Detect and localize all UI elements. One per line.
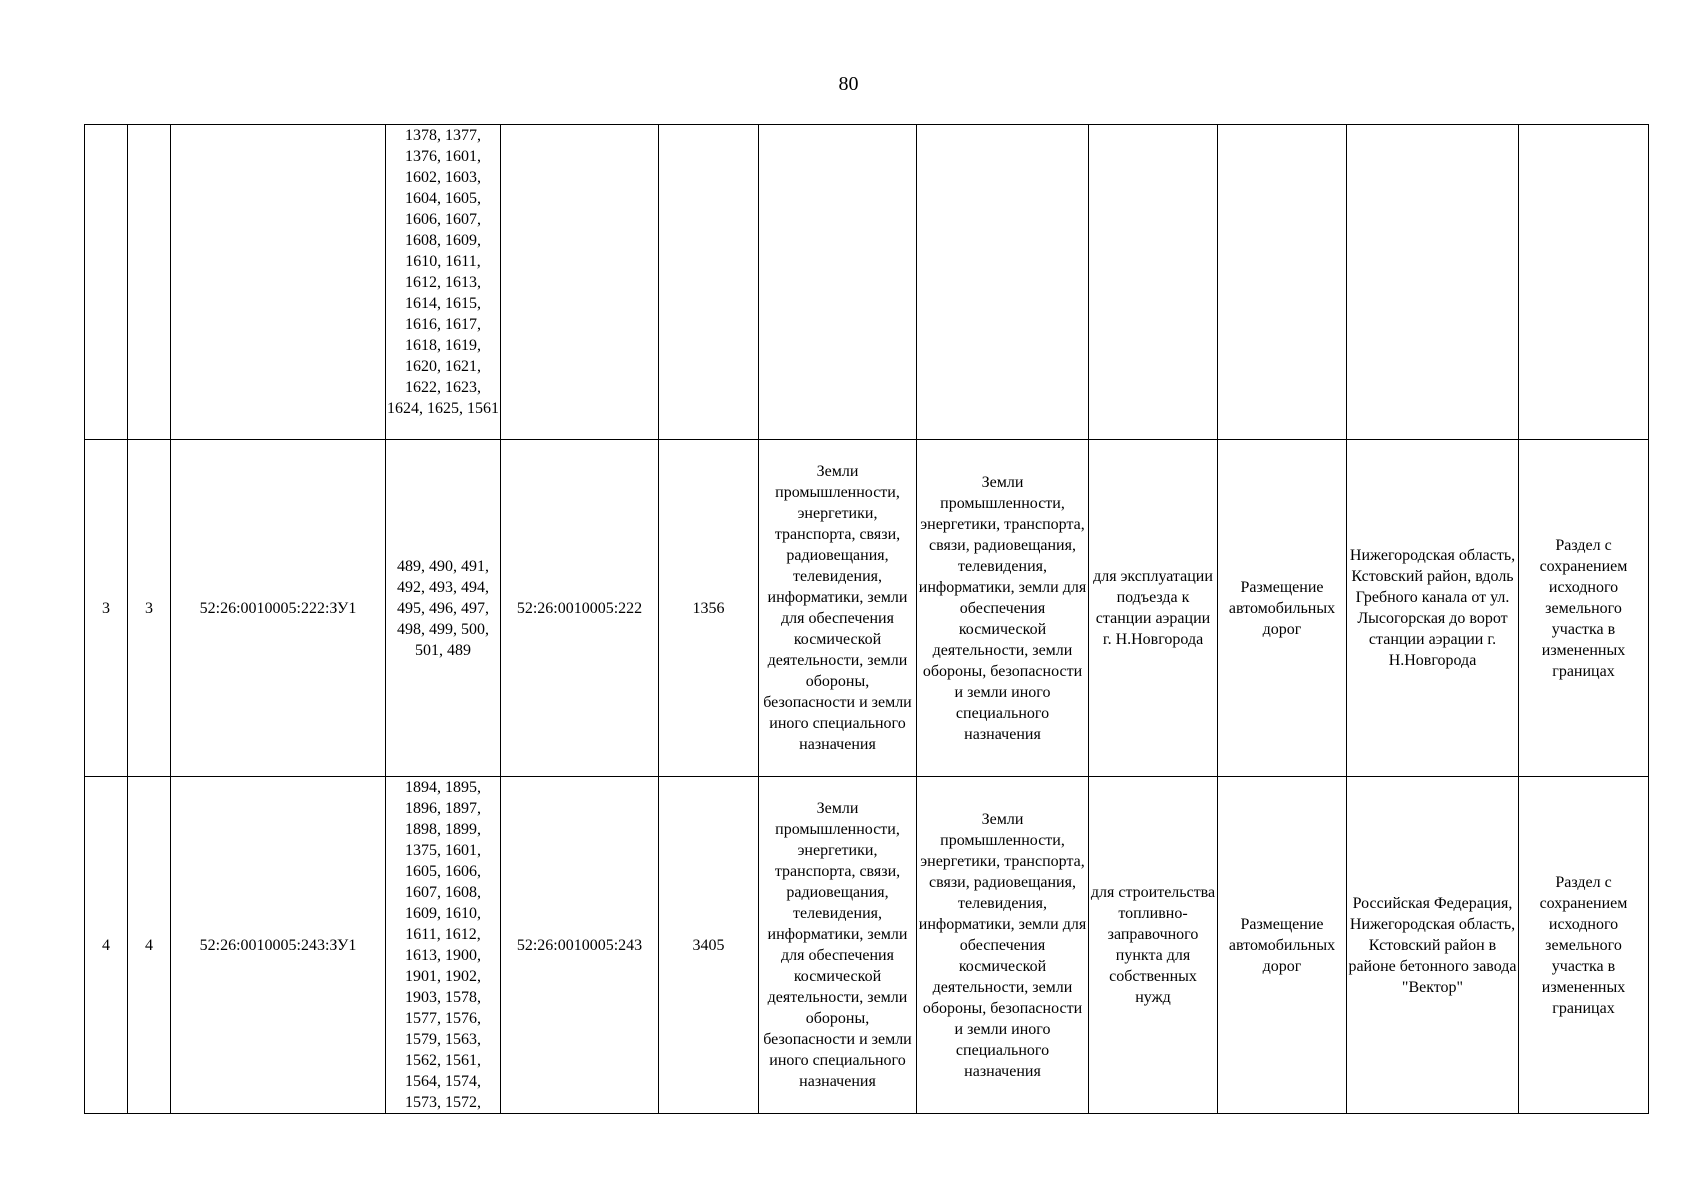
source-plot-id-cell: 52:26:0010005:222 <box>501 440 659 777</box>
permitted-use-cell <box>1089 125 1218 440</box>
plot-number-cell: 4 <box>128 777 171 1114</box>
location-cell: Нижегородская область, Кстовский район, вдоль Гребного канала от ул. Лысогорская до ворот станции аэрации г. Н.Новгорода <box>1347 440 1519 777</box>
use-type-cell <box>1218 125 1347 440</box>
table-row <box>85 125 1649 440</box>
land-category-existing-cell: Земли промышленности, энергетики, транспорта, связи, радиовещания, телевидения, информатики, земли для обеспечения космической деятельности, земли обороны, безопасности и земли иного специального назначения <box>759 440 917 777</box>
boundary-points-cell: 1378, 1377, 1376, 1601, 1602, 1603, 1604, 1605, 1606, 1607, 1608, 1609, 1610, 1611, 1612, 1613, 1614, 1615, 1616, 1617, 1618, 1619, 1620, 1621, 1622, 1623, 1624, 1625, 1561 <box>386 125 501 440</box>
boundary-points-cell: 1894, 1895, 1896, 1897, 1898, 1899, 1375, 1601, 1605, 1606, 1607, 1608, 1609, 1610, 1611, 1612, 1613, 1900, 1901, 1902, 1903, 1578, 1577, 1576, 1579, 1563, 1562, 1561, 1564, 1574, 1573, 1572, <box>386 777 501 1114</box>
location-cell: Российская Федерация, Нижегородская область, Кстовский район в районе бетонного завода "Вектор" <box>1347 777 1519 1114</box>
area-cell: 1356 <box>659 440 759 777</box>
land-category-existing-cell: Земли промышленности, энергетики, транспорта, связи, радиовещания, телевидения, информатики, земли для обеспечения космической деятельности, земли обороны, безопасности и земли иного специального назначения <box>759 777 917 1114</box>
formation-method-cell: Раздел с сохранением исходного земельного участка в измененных границах <box>1519 440 1649 777</box>
use-type-cell: Размещение автомобильных дорог <box>1218 440 1347 777</box>
land-category-new-cell: Земли промышленности, энергетики, транспорта, связи, радиовещания, телевидения, информатики, земли для обеспечения космической деятельности, земли обороны, безопасности и земли иного специального назначения <box>917 440 1089 777</box>
boundary-points-cell: 489, 490, 491, 492, 493, 494, 495, 496, 497, 498, 499, 500, 501, 489 <box>386 440 501 777</box>
land-category-new-cell: Земли промышленности, энергетики, транспорта, связи, радиовещания, телевидения, информатики, земли для обеспечения космической деятельности, земли обороны, безопасности и земли иного специального назначения <box>917 777 1089 1114</box>
area-cell <box>659 125 759 440</box>
permitted-use-cell: для эксплуатации подъезда к станции аэрации г. Н.Новгорода <box>1089 440 1218 777</box>
row-number-cell: 3 <box>85 440 128 777</box>
land-plots-table <box>84 124 1649 1114</box>
new-plot-id-cell: 52:26:0010005:222:ЗУ1 <box>171 440 386 777</box>
permitted-use-cell: для строительства топливно-заправочного пункта для собственных нужд <box>1089 777 1218 1114</box>
page-number: 80 <box>838 73 859 95</box>
plot-number-cell: 3 <box>128 440 171 777</box>
source-plot-id-cell <box>501 125 659 440</box>
row-number-cell <box>85 125 128 440</box>
new-plot-id-cell <box>171 125 386 440</box>
row-number-cell: 4 <box>85 777 128 1114</box>
table-row <box>85 440 1649 777</box>
plot-number-cell <box>128 125 171 440</box>
location-cell <box>1347 125 1519 440</box>
land-category-existing-cell <box>759 125 917 440</box>
formation-method-cell <box>1519 125 1649 440</box>
new-plot-id-cell: 52:26:0010005:243:ЗУ1 <box>171 777 386 1114</box>
source-plot-id-cell: 52:26:0010005:243 <box>501 777 659 1114</box>
table-row <box>85 777 1649 1114</box>
formation-method-cell: Раздел с сохранением исходного земельного участка в измененных границах <box>1519 777 1649 1114</box>
land-category-new-cell <box>917 125 1089 440</box>
use-type-cell: Размещение автомобильных дорог <box>1218 777 1347 1114</box>
area-cell: 3405 <box>659 777 759 1114</box>
